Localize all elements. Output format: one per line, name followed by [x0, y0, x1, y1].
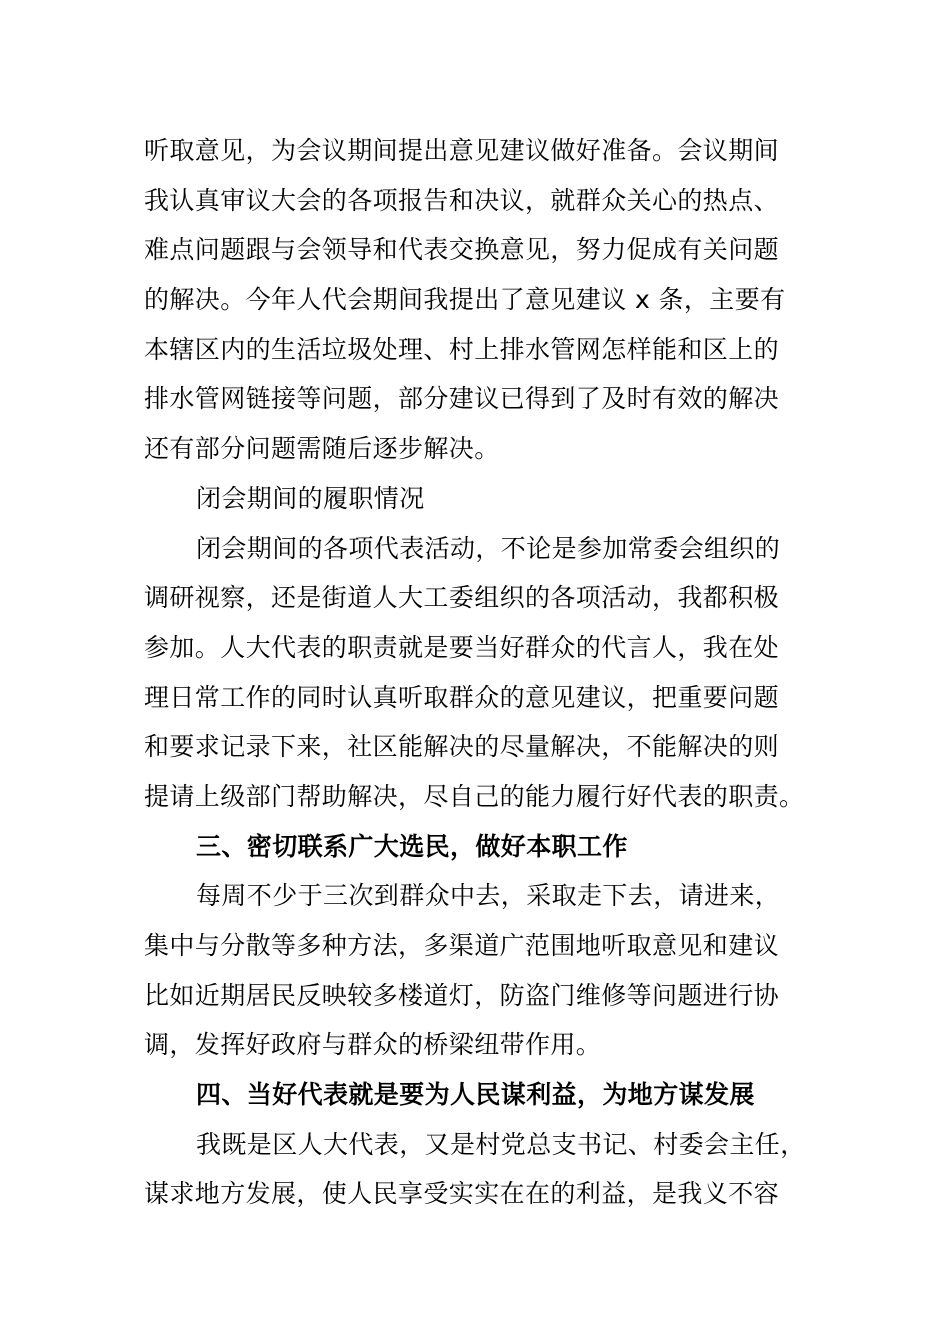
paragraph-line-9: 闭会期间的各项代表活动，不论是参加常委会组织的 [196, 533, 781, 563]
paragraph-line-17: 集中与分散等多种方法，多渠道广范围地听取意见和建议 [144, 931, 780, 960]
paragraph-line-1: 听取意见，为会议期间提出意见建议做好准备。会议期间 [144, 136, 780, 165]
paragraph-line-16: 每周不少于三次到群众中去，采取走下去，请进来， [196, 881, 781, 911]
paragraph-line-2: 我认真审议大会的各项报告和决议，就群众关心的热点、 [144, 185, 780, 215]
paragraph-line-12: 理日常工作的同时认真听取群众的意见建议，把重要问题 [144, 682, 780, 712]
paragraph-line-13: 和要求记录下来，社区能解决的尽量解决，不能解决的则 [144, 732, 780, 762]
paragraph-line-6: 排水管网链接等问题，部分建议已得到了及时有效的解决 [144, 384, 780, 414]
paragraph-line-18: 比如近期居民反映较多楼道灯，防盗门维修等问题进行协 [144, 980, 780, 1010]
paragraph-line-5: 本辖区内的生活垃圾处理、村上排水管网怎样能和区上的 [144, 334, 780, 364]
section-heading-4: 四、当好代表就是要为人民谋利益，为地方谋发展 [196, 1080, 755, 1110]
paragraph-line-19: 调，发挥好政府与群众的桥梁纽带作用。 [144, 1030, 602, 1060]
paragraph-line-14: 提请上级部门帮助解决，尽自己的能力履行好代表的职责。 [144, 781, 805, 811]
paragraph-line-11: 参加。人大代表的职责就是要当好群众的代言人，我在处 [144, 632, 780, 662]
paragraph-line-3: 难点问题跟与会领导和代表交换意见，努力促成有关问题 [144, 235, 780, 265]
document-body [144, 126, 834, 1219]
subheading-closing-session: 闭会期间的履职情况 [196, 483, 425, 513]
section-heading-3: 三、密切联系广大选民，做好本职工作 [196, 831, 628, 861]
paragraph-line-21: 我既是区人大代表，又是村党总支书记、村委会主任， [196, 1129, 806, 1159]
paragraph-line-4: 的解决。今年人代会期间我提出了意见建议 x 条，主要有 [144, 285, 786, 315]
paragraph-line-10: 调研视察，还是街道人大工委组织的各项活动，我都积极 [144, 583, 780, 613]
paragraph-line-22: 谋求地方发展，使人民享受实实在在的利益，是我义不容 [144, 1179, 780, 1209]
paragraph-line-7: 还有部分问题需随后逐步解决。 [144, 434, 500, 464]
